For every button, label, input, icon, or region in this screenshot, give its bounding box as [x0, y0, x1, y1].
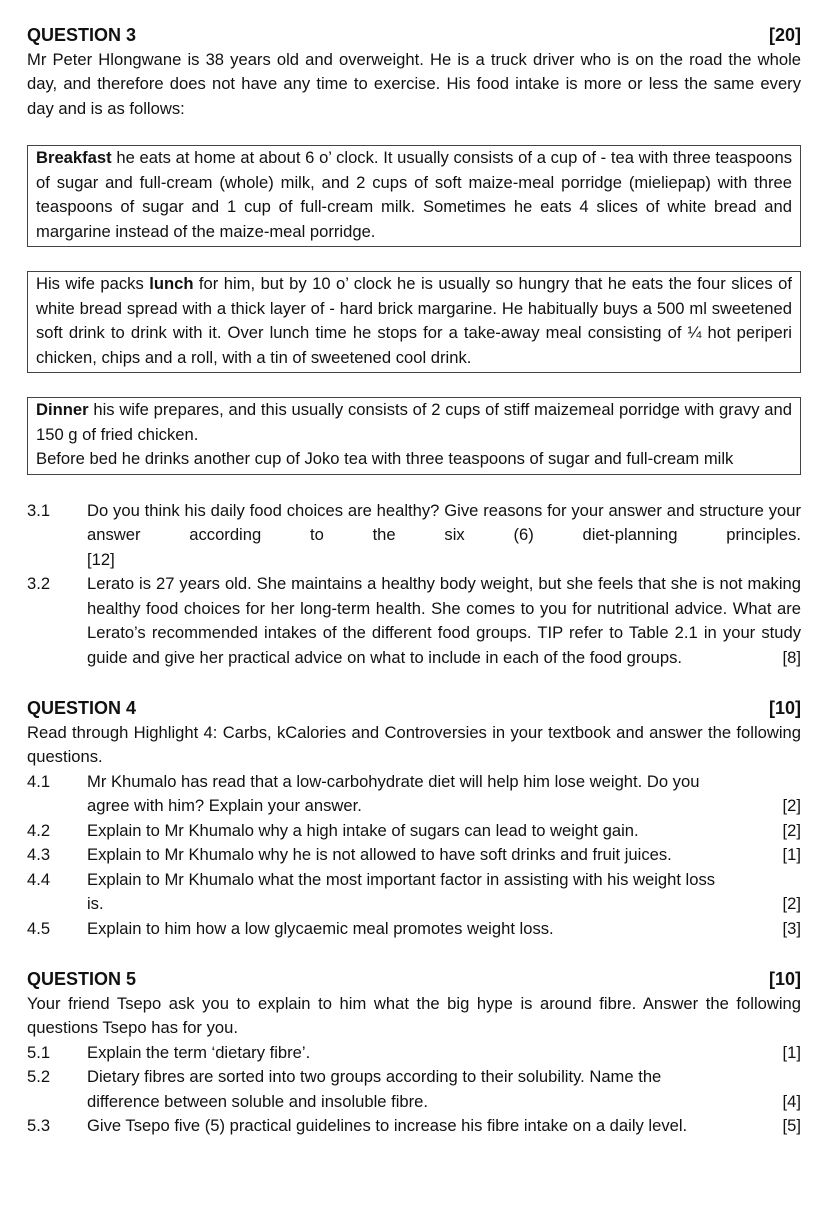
item-mark: [2]	[782, 796, 801, 815]
item-number: 4.4	[27, 869, 51, 889]
breakfast-text: he eats at home at about 6 o’ clock. It usually consists of a cup of - tea with three teaspoons of sugar and full-cream (whole) milk, and 2 cups of soft maize-meal porridge (mieliepap) with three teaspoons of sugar and 1 cup of full-cream milk. Sometimes he eats 4 slices of white bread and margarine instead of the maize-meal porridge.	[36, 148, 792, 241]
question-item	[27, 1114, 801, 1139]
item-mark: [3]	[782, 918, 801, 938]
item-mark: [12]	[87, 549, 115, 569]
breakfast-label: Breakfast	[36, 148, 112, 167]
item-text-line1: Give Tsepo five (5) practical guidelines to increase his fibre intake on a daily level.	[87, 1116, 688, 1135]
item-text-line1: Explain to Mr Khumalo what the most important factor in assisting with his weight loss	[87, 869, 716, 889]
dinner-label: Dinner	[36, 400, 89, 419]
item-mark: [2]	[782, 820, 801, 840]
question-3-intro: Mr Peter Hlongwane is 38 years old and overweight. He is a truck driver who is on the road the whole day, and therefore does not have any time to exercise. His food intake is more or less the same every day and is as follows:	[27, 49, 801, 118]
item-text: Lerato is 27 years old. She maintains a healthy body weight, but she feels that she is not making healthy food choices for her long-term health. She comes to you for nutritional advice. What are Lerato’s recommended intakes of the different food groups. TIP refer to Table 2.1 in your study guide and give her practical advice on what to include in each of the food groups.	[87, 574, 801, 667]
item-text-line2: is.	[87, 894, 104, 913]
question-item	[27, 843, 801, 868]
question-item	[27, 868, 801, 917]
question-item	[27, 499, 801, 573]
question-title: QUESTION 5	[27, 969, 137, 989]
item-text-line2: difference between soluble and insoluble fibre.	[87, 1091, 429, 1111]
item-mark: [8]	[782, 647, 801, 667]
dinner-text: his wife prepares, and this usually consists of 2 cups of stiff maizemeal porridge with gravy and 150 g of fried chicken.	[36, 400, 792, 444]
breakfast-box	[27, 145, 801, 247]
item-mark: [1]	[782, 845, 801, 864]
question-item	[27, 1065, 801, 1114]
item-text: Do you think his daily food choices are healthy? Give reasons for your answer and structure your answer according to the six (6) diet-planning principles.	[87, 500, 801, 544]
item-text-line1: Mr Khumalo has read that a low-carbohydrate diet will help him lose weight. Do you	[87, 771, 700, 791]
item-mark: [2]	[782, 894, 801, 913]
dinner-text-2: Before bed he drinks another cup of Joko tea with three teaspoons of sugar and full-cream milk	[36, 449, 734, 468]
question-marks: [10]	[768, 698, 801, 718]
question-4-intro: Read through Highlight 4: Carbs, kCalories and Controversies in your textbook and answer the following questions.	[27, 722, 801, 766]
question-title: QUESTION 3	[27, 25, 137, 45]
lunch-box	[27, 271, 801, 373]
item-text-line2: agree with him? Explain your answer.	[87, 796, 362, 815]
question-item	[27, 917, 801, 942]
item-mark: [5]	[782, 1116, 801, 1135]
item-number: 5.2	[27, 1067, 51, 1086]
item-number: 5.1	[27, 1042, 51, 1062]
question-marks: [20]	[768, 25, 801, 45]
item-number: 5.3	[27, 1116, 51, 1135]
question-3-heading	[27, 23, 801, 48]
item-text-line1: Explain to Mr Khumalo why he is not allowed to have soft drinks and fruit juices.	[87, 845, 672, 864]
item-text-line1: Explain to him how a low glycaemic meal promotes weight loss.	[87, 918, 554, 938]
question-item	[27, 1041, 801, 1066]
question-5-heading	[27, 967, 801, 992]
lunch-label: lunch	[149, 274, 194, 293]
question-title: QUESTION 4	[27, 698, 137, 718]
item-number: 4.1	[27, 771, 51, 791]
question-5-intro: Your friend Tsepo ask you to explain to him what the big hype is around fibre. Answer the following questions Tsepo has for you.	[27, 993, 801, 1037]
lunch-text: for him, but by 10 o’ clock he is usually so hungry that he eats the four slices of white bread spread with a thick layer of - hard brick margarine. He habitually buys a 500 ml sweetened soft drink to drink with it. Over lunch time he stops for a take-away meal consisting of ¼ hot periperi chicken, chips and a roll, with a tin of sweetened cool drink.	[36, 274, 793, 367]
question-item	[27, 572, 801, 670]
item-text-line1: Explain the term ‘dietary fibre’.	[87, 1042, 311, 1062]
item-number: 4.5	[27, 918, 51, 938]
item-text-line1: Dietary fibres are sorted into two groups according to their solubility. Name the	[87, 1067, 662, 1086]
question-item	[27, 770, 801, 819]
item-number: 4.3	[27, 845, 51, 864]
item-mark: [4]	[782, 1091, 801, 1111]
item-number: 3.2	[27, 574, 51, 593]
item-number: 3.1	[27, 500, 51, 520]
item-mark: [1]	[782, 1042, 801, 1062]
item-text-line1: Explain to Mr Khumalo why a high intake of sugars can lead to weight gain.	[87, 820, 639, 840]
question-marks: [10]	[768, 969, 801, 989]
question-item	[27, 819, 801, 844]
dinner-box	[27, 397, 801, 475]
lunch-pre: His wife packs	[36, 274, 150, 293]
item-number: 4.2	[27, 820, 51, 840]
question-4-heading	[27, 696, 801, 721]
